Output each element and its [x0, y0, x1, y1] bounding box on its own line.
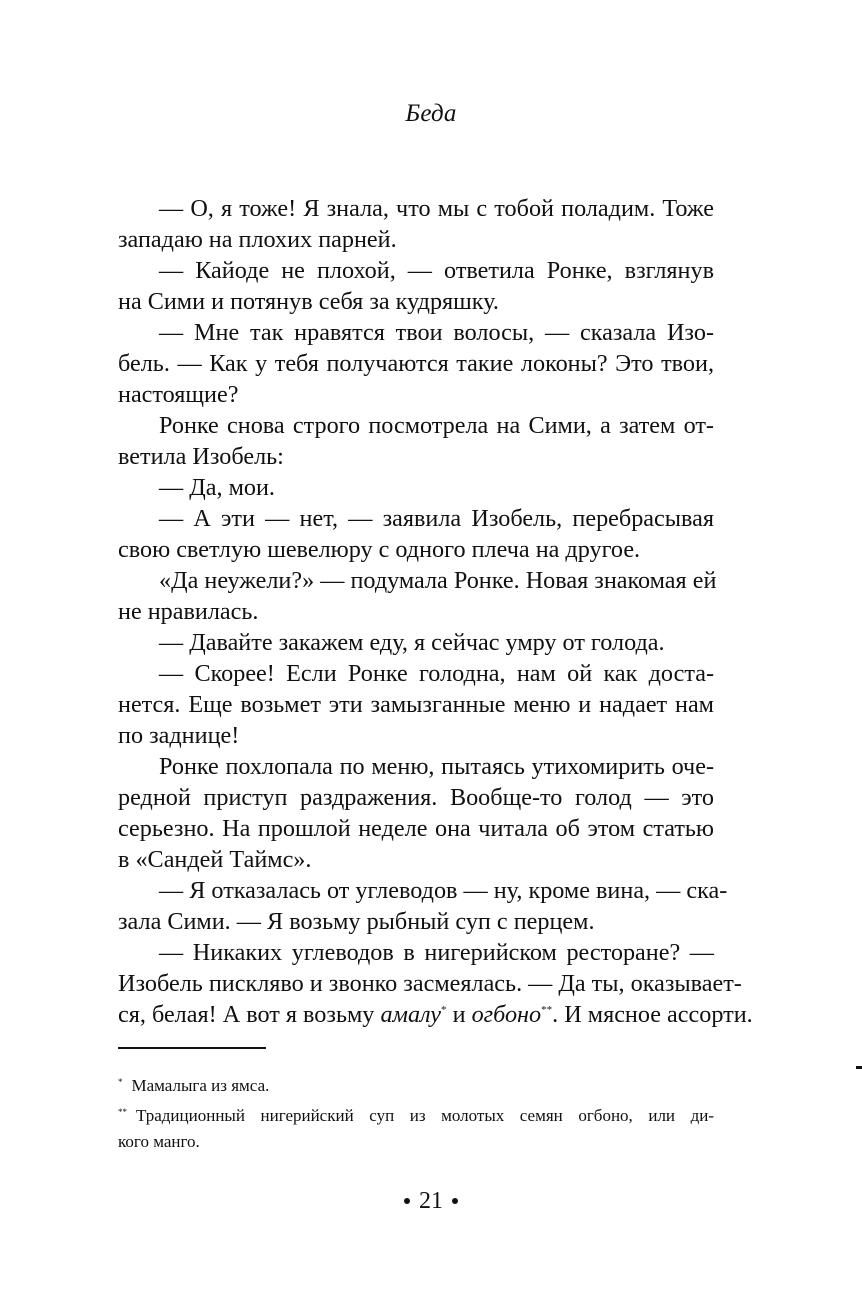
text-line: Ронке похлопала по меню, пытаясь утихомирить оче- — [159, 753, 714, 780]
text-line: — Давайте закажем еду, я сейчас умру от голода. — [159, 629, 665, 656]
text-line: — Мне так нравятся твои волосы, — сказала Изо- — [159, 319, 714, 346]
text-fragment: ся, белая! А вот я возьму — [118, 1001, 381, 1028]
text-line: на Сими и потянув себя за кудряшку. — [118, 288, 499, 315]
footnotes — [118, 1067, 714, 1157]
footnote-2-continuation: кого манго. — [118, 1132, 200, 1151]
text-line: нется. Еще возьмет эти замызганные меню и надает нам — [118, 691, 714, 718]
body-text — [118, 193, 753, 1030]
footnote-text: Мамалыга из ямса. — [131, 1076, 270, 1095]
text-line: Ронке снова строго посмотрела на Сими, а затем от- — [159, 412, 714, 439]
italic-term: амалу — [380, 1001, 442, 1028]
footnote-ref-2[interactable]: ** — [541, 1004, 553, 1016]
text-line: зала Сими. — Я возьму рыбный суп с перцем. — [118, 908, 595, 935]
italic-term: огбоно — [471, 1001, 542, 1028]
text-line: — Кайоде не плохой, — ответила Ронке, взглянув — [159, 257, 714, 284]
text-line: серьезно. На прошлой неделе она читала об этом статью — [118, 815, 714, 842]
running-head: Беда — [405, 100, 457, 127]
text-line: редной приступ раздражения. Вообще-то голод — это — [118, 784, 714, 811]
text-line: — Скорее! Если Ронке голодна, нам ой как доста- — [159, 660, 714, 687]
bullet-dot-icon — [452, 1198, 458, 1204]
text-line: — О, я тоже! Я знала, что мы с тобой поладим. Тоже — [159, 195, 714, 222]
footnote-marker: * — [118, 1077, 123, 1087]
text-line: не нравилась. — [118, 598, 259, 625]
footnote-marker: ** — [118, 1107, 127, 1117]
bullet-dot-icon — [404, 1198, 410, 1204]
text-line: Изобель пискляво и звонко засмеялась. — Да ты, оказывает- — [118, 970, 742, 997]
text-line: в «Сандей Таймс». — [118, 846, 312, 873]
text-line: — Никаких углеводов в нигерийском ресторане? — — [159, 939, 714, 966]
text-fragment: и — [446, 1001, 472, 1028]
text-line: ветила Изобель: — [118, 443, 284, 470]
text-line: — Я отказалась от углеводов — ну, кроме вина, — ска- — [159, 877, 728, 904]
text-line-with-footnote-refs — [118, 999, 753, 1030]
text-fragment: . И мясное ассорти. — [552, 1001, 753, 1028]
footnote-1 — [118, 1067, 714, 1097]
text-line: западаю на плохих парней. — [118, 226, 397, 253]
footnote-ref-1[interactable]: * — [441, 1004, 447, 1016]
crop-mark — [856, 1066, 862, 1069]
footnote-text: Традиционный нигерийский суп из молотых семян огбоно, или ди- — [136, 1106, 714, 1125]
text-line: «Да неужели?» — подумала Ронке. Новая знакомая ей — [159, 567, 717, 594]
text-line: бель. — Как у тебя получаются такие локоны? Это твои, — [118, 350, 714, 377]
page-number-value: 21 — [419, 1188, 443, 1214]
text-line: свою светлую шевелюру с одного плеча на другое. — [118, 536, 641, 563]
footnote-2 — [118, 1097, 714, 1127]
footnote-separator — [118, 1047, 266, 1049]
text-line: по заднице! — [118, 722, 240, 749]
text-line: настоящие? — [118, 381, 239, 408]
text-line: — Да, мои. — [159, 474, 275, 501]
page-number — [0, 1188, 862, 1215]
text-line: — А эти — нет, — заявила Изобель, перебрасывая — [159, 505, 714, 532]
